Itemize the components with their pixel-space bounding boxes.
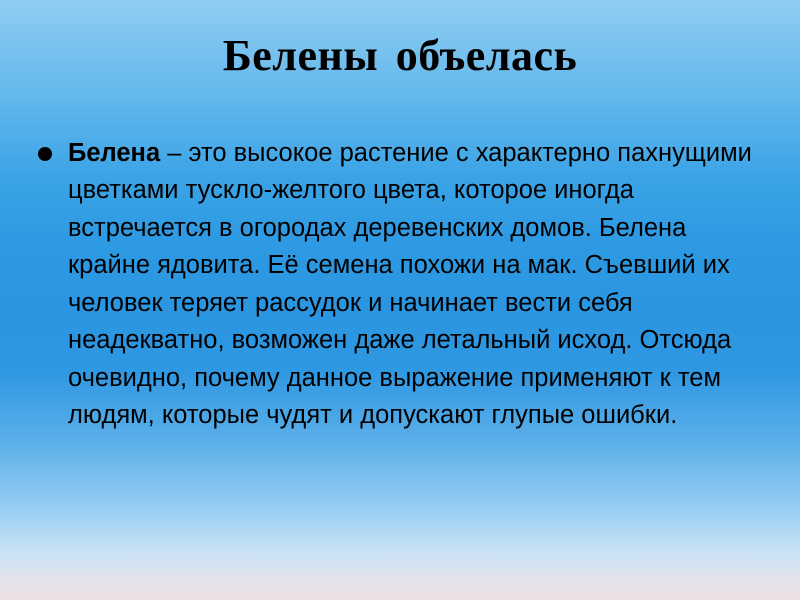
bullet-paragraph xyxy=(68,135,762,435)
bullet-body-text: это высокое растение с характерно пахнущими цветками тускло-желтого цвета, которое иногда встречается в огородах деревенских домов. Белена крайне ядовита. Её семена похожи на мак. Съевший их человек теряет рассудок и начинает вести себя неадекватно, возможен даже летальный исход. Отсюда очевидно, почему данное выражение применяют к тем людям, которые чудят и допускают глупые ошибки. xyxy=(68,139,752,430)
list-item xyxy=(38,135,762,435)
bullet-lead-term: Белена xyxy=(68,139,161,167)
bullet-dot-icon xyxy=(38,147,52,161)
page-title: Белены объелась xyxy=(222,31,578,80)
bullet-dash: – xyxy=(160,139,189,167)
content-block xyxy=(38,135,762,435)
